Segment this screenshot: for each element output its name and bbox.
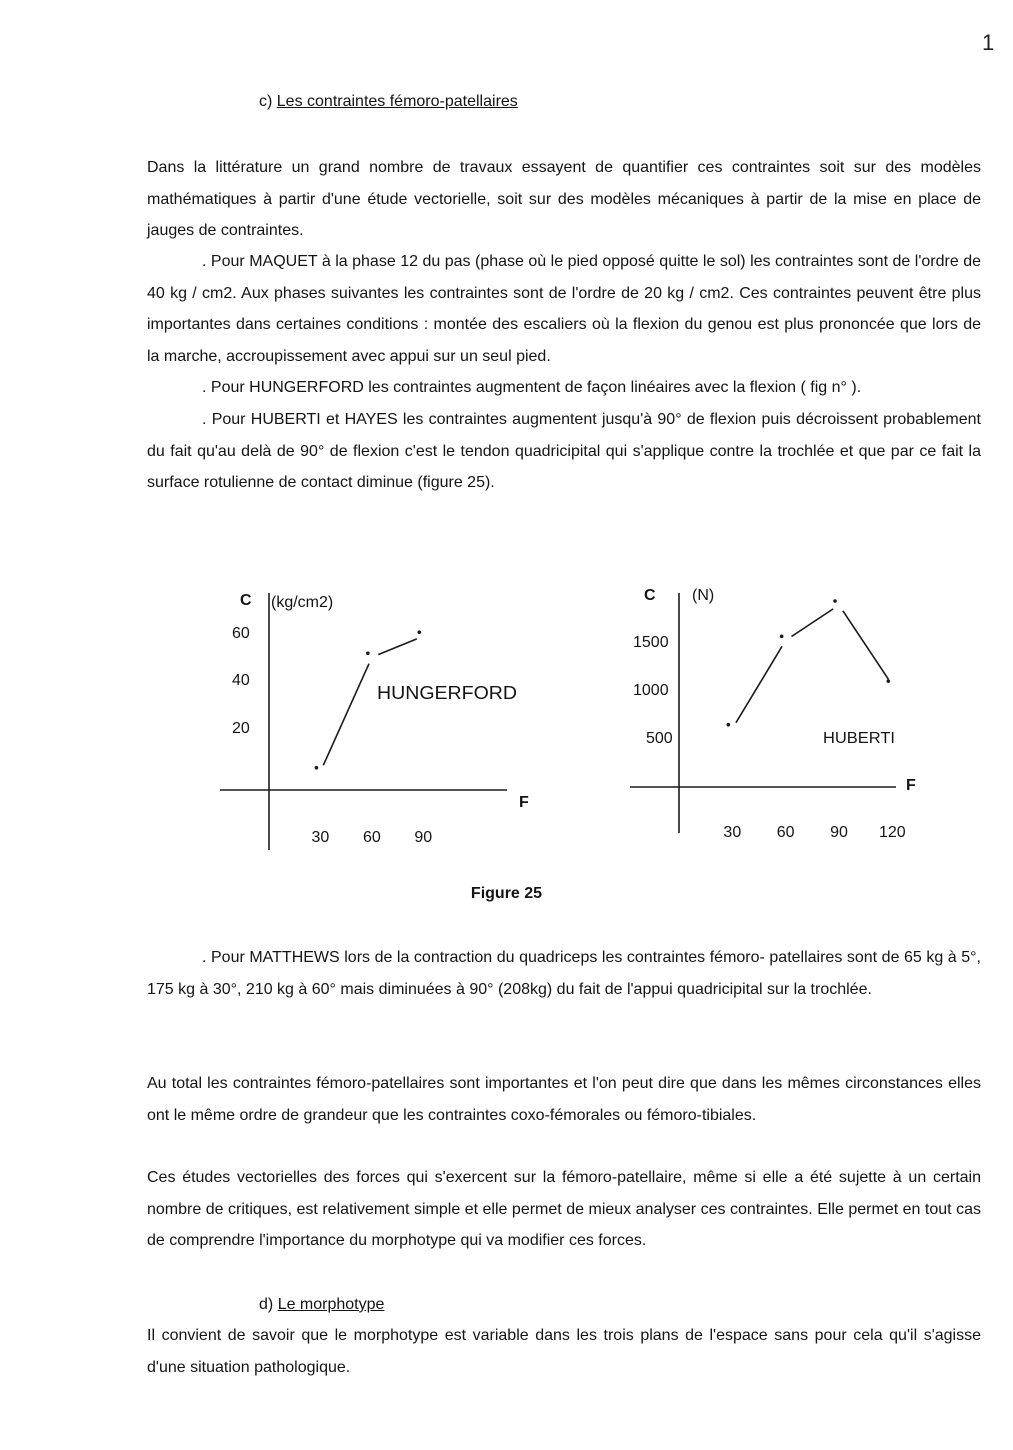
page-corner-mark: 1 (982, 30, 995, 55)
paragraph-maquet: . Pour MAQUET à la phase 12 du pas (phase où le pied opposé quitte le sol) les contraintes sont de l'ordre de 40 kg / cm2. Aux phases suivantes les contraintes sont de l'ordre de 20 kg / cm2. Ces contraintes peuvent être plus importantes dans certaines conditions : montée des escaliers où la flexion du genou est plus prononcée que lors de la marche, accroupissement avec appui sur un seul pied. (147, 253, 981, 365)
chart-hungerford (215, 575, 529, 865)
series-annotation-label: HUBERTI (823, 730, 895, 747)
paragraph-matthews: . Pour MATTHEWS lors de la contraction du quadriceps les contraintes fémoro- patellaires sont de 65 kg à 5°, 175 kg à 30°, 210 kg à 60° mais diminuées à 90° (208kg) du fait de l'appui quadricipital sur la trochlée. (147, 949, 981, 998)
data-point-marker (833, 599, 837, 603)
chart-huberti (628, 575, 928, 865)
y-axis-title: C (240, 592, 252, 609)
paragraph-hungerford: . Pour HUNGERFORD les contraintes augmentent de façon linéaires avec la flexion ( fig n° ). (202, 379, 862, 396)
paragraph-morphotype: Il convient de savoir que le morphotype est variable dans les trois plans de l'espace sans pour cela qu'il s'agisse d'une situation pathologique. (147, 1327, 981, 1376)
section-c-title: Les contraintes fémoro-patellaires (276, 93, 518, 110)
data-point-marker (417, 630, 421, 634)
paragraph-au-total: Au total les contraintes fémoro-patellaires sont importantes et l'on peut dire que dans les mêmes circonstances elles ont le même ordre de grandeur que les contraintes coxo-fémorales ou fémoro-tibiales. (147, 1075, 981, 1124)
x-tick-label: 90 (830, 824, 848, 841)
section-c-heading (259, 92, 518, 112)
y-tick-label: 40 (232, 672, 250, 689)
paragraph-etudes-vectorielles: Ces études vectorielles des forces qui s'exercent sur la fémoro-patellaire, même si elle a été sujette à un certain nombre de critiques, est relativement simple et elle permet de mieux analyser ces contraintes. Elle permet en tout cas de comprendre l'importance du morphotype qui va modifier ces forces. (147, 1169, 981, 1249)
data-point-marker (887, 679, 891, 683)
series-line-segment (792, 609, 834, 637)
y-axis-unit: (kg/cm2) (271, 594, 334, 611)
data-point-marker (727, 723, 731, 727)
data-point-marker (366, 651, 370, 655)
section-d-title: Le morphotype (277, 1296, 385, 1313)
series-line-segment (843, 611, 889, 679)
section-c-prefix: c) (259, 93, 273, 110)
x-tick-label: 30 (723, 824, 742, 841)
x-tick-label: 60 (362, 829, 381, 846)
x-tick-label: 60 (776, 824, 795, 841)
series-line-segment (736, 646, 782, 722)
paragraph-huberti: . Pour HUBERTI et HAYES les contraintes augmentent jusqu'à 90° de flexion puis décroissent probablement du fait qu'au delà de 90° de flexion c'est le tendon quadricipital qui s'applique contre la trochlée et que par ce fait la surface rotulienne de contact diminue (figure 25). (147, 411, 981, 491)
chart-hungerford-svg (215, 575, 529, 865)
paragraph-intro: Dans la littérature un grand nombre de travaux essayent de quantifier ces contraintes soit sur des modèles mathématiques à partir d'une étude vectorielle, soit sur des modèles mécaniques à partir de la mise en place de jauges de contraintes. (147, 159, 981, 239)
y-tick-label: 60 (232, 625, 250, 642)
x-tick-label: 120 (878, 824, 906, 841)
series-line-segment (378, 639, 416, 655)
x-tick-label: 30 (311, 829, 330, 846)
x-axis-title: F (906, 777, 916, 794)
series-annotation-label: HUNGERFORD (377, 683, 517, 703)
data-point-marker (780, 635, 784, 639)
section-d-prefix: d) (259, 1296, 274, 1313)
series-line-segment (323, 664, 369, 766)
y-axis-unit: (N) (692, 587, 715, 604)
figure-caption: Figure 25 (470, 885, 543, 902)
y-tick-label: 500 (646, 730, 673, 747)
y-tick-label: 1500 (633, 634, 669, 651)
section-d-heading (259, 1295, 384, 1315)
x-axis-title: F (519, 794, 529, 811)
y-tick-label: 1000 (633, 682, 669, 699)
y-axis-title: C (644, 587, 656, 604)
chart-huberti-svg (628, 575, 928, 865)
x-tick-label: 90 (414, 829, 433, 846)
data-point-marker (315, 766, 319, 770)
y-tick-label: 20 (232, 720, 250, 737)
